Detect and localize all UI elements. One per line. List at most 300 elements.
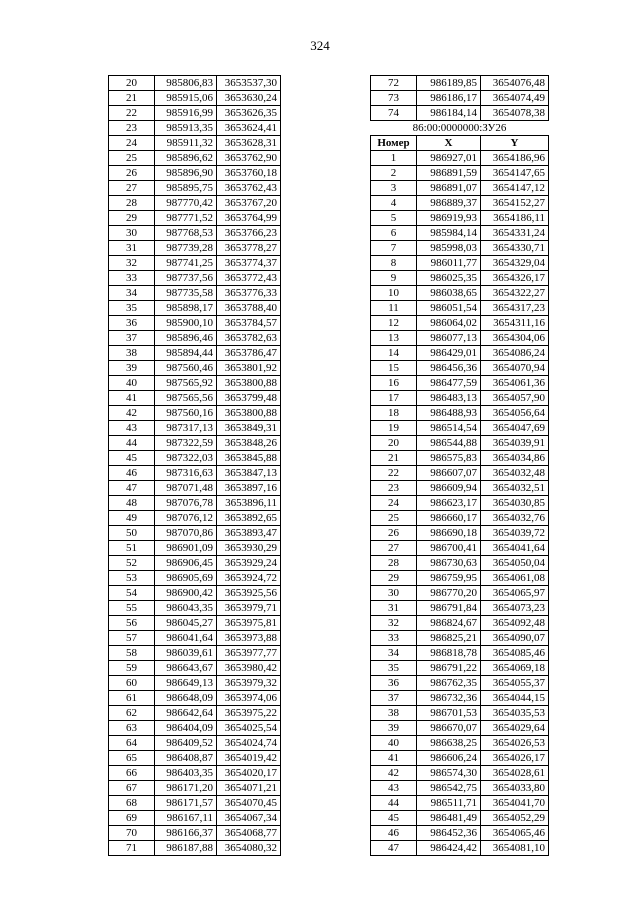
point-number: 25 <box>109 151 155 166</box>
coord-x: 987565,56 <box>155 391 217 406</box>
point-number: 37 <box>109 331 155 346</box>
coord-x: 986045,27 <box>155 616 217 631</box>
point-number: 37 <box>371 691 417 706</box>
header-x: X <box>417 136 481 151</box>
coord-x: 987322,03 <box>155 451 217 466</box>
coord-x: 986891,07 <box>417 181 481 196</box>
coord-y: 3654070,45 <box>217 796 281 811</box>
point-number: 26 <box>109 166 155 181</box>
table-row <box>109 391 281 406</box>
coord-x: 986171,57 <box>155 796 217 811</box>
coord-y: 3654026,17 <box>481 751 549 766</box>
table-row <box>109 436 281 451</box>
point-number: 39 <box>371 721 417 736</box>
point-number: 20 <box>371 436 417 451</box>
coord-y: 3654069,18 <box>481 661 549 676</box>
point-number: 1 <box>371 151 417 166</box>
point-number: 47 <box>109 481 155 496</box>
coordinates-table-left <box>108 75 281 856</box>
coord-y: 3654030,85 <box>481 496 549 511</box>
coord-y: 3653766,23 <box>217 226 281 241</box>
table-row <box>109 796 281 811</box>
coord-x: 986477,59 <box>417 376 481 391</box>
coord-y: 3654186,11 <box>481 211 549 226</box>
table-row <box>109 691 281 706</box>
coord-x: 986606,24 <box>417 751 481 766</box>
table-row <box>371 301 549 316</box>
coord-y: 3653784,57 <box>217 316 281 331</box>
table-row <box>371 181 549 196</box>
coord-x: 985895,75 <box>155 181 217 196</box>
point-number: 38 <box>371 706 417 721</box>
coord-y: 3654025,54 <box>217 721 281 736</box>
coord-y: 3653762,90 <box>217 151 281 166</box>
coord-x: 986481,49 <box>417 811 481 826</box>
point-number: 34 <box>371 646 417 661</box>
coord-y: 3653764,99 <box>217 211 281 226</box>
coord-x: 986905,69 <box>155 571 217 586</box>
point-number: 25 <box>371 511 417 526</box>
coord-x: 986889,37 <box>417 196 481 211</box>
point-number: 69 <box>109 811 155 826</box>
coord-y: 3654032,51 <box>481 481 549 496</box>
coord-x: 986429,01 <box>417 346 481 361</box>
coord-x: 986038,65 <box>417 286 481 301</box>
point-number: 20 <box>109 76 155 91</box>
table-row <box>371 841 549 856</box>
coord-x: 986187,88 <box>155 841 217 856</box>
coord-y: 3654065,46 <box>481 826 549 841</box>
table-row <box>371 706 549 721</box>
point-number: 30 <box>109 226 155 241</box>
coord-y: 3654090,07 <box>481 631 549 646</box>
coord-x: 986184,14 <box>417 106 481 121</box>
point-number: 21 <box>371 451 417 466</box>
point-number: 38 <box>109 346 155 361</box>
coord-y: 3654331,24 <box>481 226 549 241</box>
point-number: 55 <box>109 601 155 616</box>
point-number: 8 <box>371 256 417 271</box>
coord-y: 3654052,29 <box>481 811 549 826</box>
table-row <box>371 646 549 661</box>
table-row <box>371 541 549 556</box>
coord-x: 986730,63 <box>417 556 481 571</box>
point-number: 39 <box>109 361 155 376</box>
table-row <box>109 376 281 391</box>
point-number: 12 <box>371 316 417 331</box>
coord-y: 3653767,20 <box>217 196 281 211</box>
table-row <box>109 586 281 601</box>
table-row <box>109 826 281 841</box>
coord-y: 3654028,61 <box>481 766 549 781</box>
table-row <box>371 586 549 601</box>
coord-x: 986404,09 <box>155 721 217 736</box>
coord-y: 3654081,10 <box>481 841 549 856</box>
coord-x: 986408,87 <box>155 751 217 766</box>
coord-x: 986770,20 <box>417 586 481 601</box>
table-row <box>371 406 549 421</box>
coord-x: 986039,61 <box>155 646 217 661</box>
table-row <box>371 781 549 796</box>
coord-x: 986607,07 <box>417 466 481 481</box>
table-row <box>371 571 549 586</box>
coord-x: 987735,58 <box>155 286 217 301</box>
coord-y: 3654147,12 <box>481 181 549 196</box>
coord-y: 3654085,46 <box>481 646 549 661</box>
coord-y: 3654044,15 <box>481 691 549 706</box>
point-number: 24 <box>371 496 417 511</box>
point-number: 58 <box>109 646 155 661</box>
table-row <box>109 76 281 91</box>
point-number: 6 <box>371 226 417 241</box>
point-number: 16 <box>371 376 417 391</box>
coord-y: 3653786,47 <box>217 346 281 361</box>
coord-y: 3653774,37 <box>217 256 281 271</box>
coord-y: 3654086,24 <box>481 346 549 361</box>
table-row <box>109 526 281 541</box>
point-number: 51 <box>109 541 155 556</box>
table-row <box>109 541 281 556</box>
header-y: Y <box>481 136 549 151</box>
coord-x: 987560,46 <box>155 361 217 376</box>
coord-y: 3654147,65 <box>481 166 549 181</box>
coord-x: 986511,71 <box>417 796 481 811</box>
coord-y: 3654041,64 <box>481 541 549 556</box>
coord-x: 986025,35 <box>417 271 481 286</box>
table-row <box>109 766 281 781</box>
coord-x: 985900,10 <box>155 316 217 331</box>
table-row <box>109 736 281 751</box>
table-row <box>371 661 549 676</box>
table-row <box>371 481 549 496</box>
table-row <box>371 241 549 256</box>
table-row <box>371 391 549 406</box>
point-number: 10 <box>371 286 417 301</box>
table-row <box>109 496 281 511</box>
coord-y: 3653979,32 <box>217 676 281 691</box>
table-row <box>371 631 549 646</box>
coord-y: 3653896,11 <box>217 496 281 511</box>
coord-x: 986701,53 <box>417 706 481 721</box>
table-row <box>109 751 281 766</box>
table-row <box>371 316 549 331</box>
coord-y: 3653776,33 <box>217 286 281 301</box>
table-row <box>371 811 549 826</box>
table-row <box>371 76 549 91</box>
coord-y: 3653929,24 <box>217 556 281 571</box>
coord-y: 3653762,43 <box>217 181 281 196</box>
coord-y: 3653975,81 <box>217 616 281 631</box>
point-number: 46 <box>371 826 417 841</box>
coord-y: 3654317,23 <box>481 301 549 316</box>
coord-y: 3653760,18 <box>217 166 281 181</box>
coord-x: 985984,14 <box>417 226 481 241</box>
coord-y: 3654039,72 <box>481 526 549 541</box>
coord-y: 3654057,90 <box>481 391 549 406</box>
table-row <box>371 106 549 121</box>
point-number: 43 <box>371 781 417 796</box>
table-row <box>371 376 549 391</box>
coord-y: 3653800,88 <box>217 376 281 391</box>
coord-y: 3653628,31 <box>217 136 281 151</box>
point-number: 62 <box>109 706 155 721</box>
point-number: 65 <box>109 751 155 766</box>
point-number: 74 <box>371 106 417 121</box>
coord-y: 3654071,21 <box>217 781 281 796</box>
point-number: 13 <box>371 331 417 346</box>
coord-x: 986064,02 <box>417 316 481 331</box>
point-number: 70 <box>109 826 155 841</box>
coord-y: 3654061,08 <box>481 571 549 586</box>
table-row <box>109 211 281 226</box>
table-row <box>371 796 549 811</box>
coord-x: 986171,20 <box>155 781 217 796</box>
coord-x: 986424,42 <box>417 841 481 856</box>
coord-y: 3654039,91 <box>481 436 549 451</box>
point-number: 22 <box>371 466 417 481</box>
point-number: 40 <box>109 376 155 391</box>
table-row <box>371 166 549 181</box>
point-number: 17 <box>371 391 417 406</box>
point-number: 24 <box>109 136 155 151</box>
table-row <box>109 256 281 271</box>
point-number: 67 <box>109 781 155 796</box>
table-row <box>371 271 549 286</box>
coord-x: 987076,12 <box>155 511 217 526</box>
coordinates-table-right <box>370 75 549 856</box>
point-number: 40 <box>371 736 417 751</box>
coord-y: 3653801,92 <box>217 361 281 376</box>
point-number: 42 <box>109 406 155 421</box>
coord-x: 985915,06 <box>155 91 217 106</box>
coord-x: 986690,18 <box>417 526 481 541</box>
coord-x: 986542,75 <box>417 781 481 796</box>
table-row <box>371 556 549 571</box>
coord-y: 3653977,77 <box>217 646 281 661</box>
coord-x: 985998,03 <box>417 241 481 256</box>
coord-x: 985898,17 <box>155 301 217 316</box>
coord-y: 3654330,71 <box>481 241 549 256</box>
table-row <box>371 421 549 436</box>
coord-x: 987076,78 <box>155 496 217 511</box>
coord-y: 3653925,56 <box>217 586 281 601</box>
coord-x: 986544,88 <box>417 436 481 451</box>
table-row <box>109 91 281 106</box>
coord-y: 3653847,13 <box>217 466 281 481</box>
coord-x: 986906,45 <box>155 556 217 571</box>
coord-y: 3654322,27 <box>481 286 549 301</box>
point-number: 9 <box>371 271 417 286</box>
coord-y: 3654326,17 <box>481 271 549 286</box>
point-number: 27 <box>109 181 155 196</box>
coord-x: 986824,67 <box>417 616 481 631</box>
table-row <box>371 151 549 166</box>
point-number: 2 <box>371 166 417 181</box>
coord-y: 3654067,34 <box>217 811 281 826</box>
coord-x: 986575,83 <box>417 451 481 466</box>
table-row <box>109 226 281 241</box>
table-row <box>109 451 281 466</box>
point-number: 63 <box>109 721 155 736</box>
table-row <box>371 751 549 766</box>
point-number: 72 <box>371 76 417 91</box>
table-row <box>109 646 281 661</box>
point-number: 26 <box>371 526 417 541</box>
coord-x: 985916,99 <box>155 106 217 121</box>
point-number: 7 <box>371 241 417 256</box>
table-row <box>109 271 281 286</box>
coord-x: 987741,25 <box>155 256 217 271</box>
coord-y: 3653537,30 <box>217 76 281 91</box>
coord-x: 986927,01 <box>417 151 481 166</box>
coord-y: 3653930,29 <box>217 541 281 556</box>
point-number: 47 <box>371 841 417 856</box>
coord-y: 3654056,64 <box>481 406 549 421</box>
table-row <box>109 136 281 151</box>
coord-y: 3654026,53 <box>481 736 549 751</box>
point-number: 5 <box>371 211 417 226</box>
coord-y: 3654041,70 <box>481 796 549 811</box>
table-row <box>109 106 281 121</box>
coord-y: 3654152,27 <box>481 196 549 211</box>
coord-x: 986919,93 <box>417 211 481 226</box>
point-number: 66 <box>109 766 155 781</box>
table-row <box>371 211 549 226</box>
table-row <box>109 511 281 526</box>
coord-x: 987768,53 <box>155 226 217 241</box>
coord-x: 986900,42 <box>155 586 217 601</box>
coord-x: 985911,32 <box>155 136 217 151</box>
coord-x: 986642,64 <box>155 706 217 721</box>
point-number: 35 <box>109 301 155 316</box>
coord-x: 987737,56 <box>155 271 217 286</box>
coord-y: 3654065,97 <box>481 586 549 601</box>
coord-y: 3653979,71 <box>217 601 281 616</box>
point-number: 73 <box>371 91 417 106</box>
coord-y: 3653849,31 <box>217 421 281 436</box>
coord-x: 986649,13 <box>155 676 217 691</box>
point-number: 23 <box>109 121 155 136</box>
point-number: 46 <box>109 466 155 481</box>
coord-x: 986901,09 <box>155 541 217 556</box>
coord-x: 986818,78 <box>417 646 481 661</box>
coord-x: 986648,09 <box>155 691 217 706</box>
point-number: 11 <box>371 301 417 316</box>
coord-x: 987565,92 <box>155 376 217 391</box>
coord-y: 3654329,04 <box>481 256 549 271</box>
point-number: 29 <box>371 571 417 586</box>
point-number: 28 <box>371 556 417 571</box>
table-row <box>371 511 549 526</box>
coord-y: 3653626,35 <box>217 106 281 121</box>
point-number: 42 <box>371 766 417 781</box>
table-row <box>109 286 281 301</box>
table-row <box>109 781 281 796</box>
coord-x: 987739,28 <box>155 241 217 256</box>
table-row <box>109 706 281 721</box>
coord-x: 986514,54 <box>417 421 481 436</box>
point-number: 71 <box>109 841 155 856</box>
coord-x: 986051,54 <box>417 301 481 316</box>
table-row <box>109 466 281 481</box>
point-number: 48 <box>109 496 155 511</box>
coord-x: 986623,17 <box>417 496 481 511</box>
table-row <box>371 526 549 541</box>
coord-y: 3654024,74 <box>217 736 281 751</box>
coord-x: 986011,77 <box>417 256 481 271</box>
table-row <box>371 826 549 841</box>
coord-x: 986186,17 <box>417 91 481 106</box>
point-number: 32 <box>371 616 417 631</box>
point-number: 36 <box>371 676 417 691</box>
point-number: 14 <box>371 346 417 361</box>
point-number: 41 <box>109 391 155 406</box>
coord-y: 3654074,49 <box>481 91 549 106</box>
coord-y: 3654055,37 <box>481 676 549 691</box>
coord-y: 3653897,16 <box>217 481 281 496</box>
coord-y: 3654020,17 <box>217 766 281 781</box>
coord-x: 986488,93 <box>417 406 481 421</box>
table-row <box>109 166 281 181</box>
coord-x: 985896,62 <box>155 151 217 166</box>
table-row <box>109 361 281 376</box>
coord-y: 3654032,48 <box>481 466 549 481</box>
coord-y: 3654035,53 <box>481 706 549 721</box>
point-number: 60 <box>109 676 155 691</box>
coord-y: 3654061,36 <box>481 376 549 391</box>
point-number: 61 <box>109 691 155 706</box>
coord-y: 3654076,48 <box>481 76 549 91</box>
table-row <box>109 346 281 361</box>
coord-x: 986700,41 <box>417 541 481 556</box>
table-row <box>371 436 549 451</box>
coord-y: 3653778,27 <box>217 241 281 256</box>
page-number: 324 <box>310 38 330 53</box>
point-number: 3 <box>371 181 417 196</box>
coord-y: 3654033,80 <box>481 781 549 796</box>
point-number: 19 <box>371 421 417 436</box>
point-number: 49 <box>109 511 155 526</box>
table-row <box>109 571 281 586</box>
table-row <box>371 496 549 511</box>
table-row <box>109 181 281 196</box>
point-number: 33 <box>371 631 417 646</box>
coord-y: 3653782,63 <box>217 331 281 346</box>
coord-x: 987071,48 <box>155 481 217 496</box>
table-row <box>109 616 281 631</box>
point-number: 44 <box>109 436 155 451</box>
coord-y: 3653980,42 <box>217 661 281 676</box>
coord-y: 3654029,64 <box>481 721 549 736</box>
point-number: 32 <box>109 256 155 271</box>
coord-x: 987560,16 <box>155 406 217 421</box>
table-row <box>371 721 549 736</box>
coord-x: 986483,13 <box>417 391 481 406</box>
point-number: 35 <box>371 661 417 676</box>
coord-x: 986643,67 <box>155 661 217 676</box>
coord-x: 986609,94 <box>417 481 481 496</box>
point-number: 45 <box>109 451 155 466</box>
coord-x: 987771,52 <box>155 211 217 226</box>
point-number: 43 <box>109 421 155 436</box>
coord-y: 3653630,24 <box>217 91 281 106</box>
coord-x: 986043,35 <box>155 601 217 616</box>
coord-y: 3654073,23 <box>481 601 549 616</box>
point-number: 54 <box>109 586 155 601</box>
coord-y: 3653924,72 <box>217 571 281 586</box>
point-number: 31 <box>109 241 155 256</box>
coord-y: 3653892,65 <box>217 511 281 526</box>
